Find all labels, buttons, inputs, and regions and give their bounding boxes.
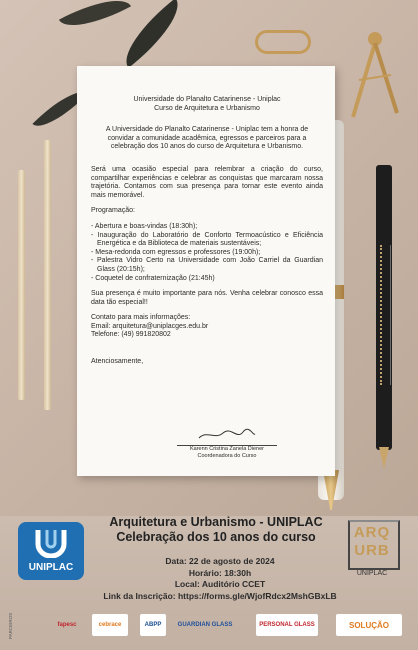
body-paragraph: Será uma ocasião especial para relembrar a criação do curso, compartilhar experiências e celebrar as conquistas que marcaram nossa trajetória. Contamos com sua presença para tornar este evento ainda mais memorável. (91, 165, 323, 199)
event-title (86, 515, 346, 545)
event-date: Data: 22 de agosto de 2024 (165, 556, 275, 566)
cebrace-logo: cebrace (92, 614, 128, 636)
signer-name: Karenn Cristina Zanela Diener (190, 446, 264, 452)
program-item: - Palestra Vidro Certo na Universidade com João Carriel da Guardian Glass (20:15h); (91, 257, 323, 273)
partner-logos (8, 608, 412, 644)
university-name: Universidade do Planalto Catarinense - Uniplac (133, 96, 281, 103)
partners-label: PARCEIROS (8, 612, 13, 640)
uniplac-u-icon (34, 528, 68, 558)
uniplac-logo-text: UNIPLAC (28, 562, 74, 573)
urb-text: URB (354, 542, 390, 559)
signature-icon (197, 428, 257, 442)
event-title-line2: Celebração dos 10 anos do curso (116, 530, 316, 544)
signer-role: Coordenadora do Curso (197, 453, 257, 459)
program-item: - Inauguração do Laboratório de Conforto Termoacústico e Eficiência Energética e da Biblioteca de materiais sustentáveis; (91, 231, 323, 248)
contact-email: Email: arquitetura@uniplacges.edu.br (91, 322, 209, 330)
contact-title: Contato para mais informações: (91, 314, 191, 322)
event-location: Local: Auditório CCET (174, 579, 266, 589)
event-time: Horário: 18:30h (188, 567, 252, 578)
personal-glass-logo: PERSONAL GLASS (256, 614, 318, 636)
intro-paragraph: A Universidade do Planalto Catarinense - Uniplac tem a honra de convidar a comunidade acadêmica, egressos e parceiros para a celebração dos 10 anos do curso de Arquitetura e Urbanismo. (105, 126, 309, 151)
event-link[interactable]: Link da Inscrição: https://forms.gle/WjofRdcx2MshGBxLB (103, 590, 337, 601)
signature-block (167, 428, 287, 460)
abpp-logo: ABPP (140, 614, 166, 636)
program-list (91, 223, 323, 283)
program-item: - Mesa-redonda com egressos e professores (19:00h); (91, 248, 261, 256)
program-item: - Coquetel de confraternização (21:45h) (91, 274, 215, 282)
pencil-print (380, 245, 391, 385)
pencil (44, 140, 51, 410)
solucao-logo: SOLUÇÃO (336, 614, 402, 636)
presence-paragraph: Sua presença é muito importante para nós. Venha celebrar conosco essa data tão especial!! (91, 290, 323, 306)
invitation-letter (77, 66, 335, 476)
paper-clip (255, 30, 311, 54)
arq-text: ARQ (353, 524, 391, 541)
fapesc-logo: fapesc (57, 622, 77, 628)
closing: Atenciosamente, (91, 358, 144, 366)
pencil (18, 170, 25, 400)
drafting-compass-icon (345, 25, 405, 120)
program-title: Programação: (91, 207, 135, 215)
arq-urb-caption: UNIPLAC (356, 570, 388, 577)
course-name: Curso de Arquitetura e Urbanismo (154, 104, 260, 112)
program-item: - Abertura e boas-vindas (18:30h); (91, 222, 198, 230)
event-title-line1: Arquitetura e Urbanismo - UNIPLAC (109, 515, 323, 529)
arq-urb-logo (342, 518, 402, 582)
event-info (90, 556, 350, 602)
contact-phone: Telefone: (49) 991820802 (91, 331, 171, 339)
letter-header (91, 96, 323, 113)
uniplac-logo (18, 522, 84, 580)
guardian-glass-logo: GUARDIAN GLASS (177, 622, 233, 628)
